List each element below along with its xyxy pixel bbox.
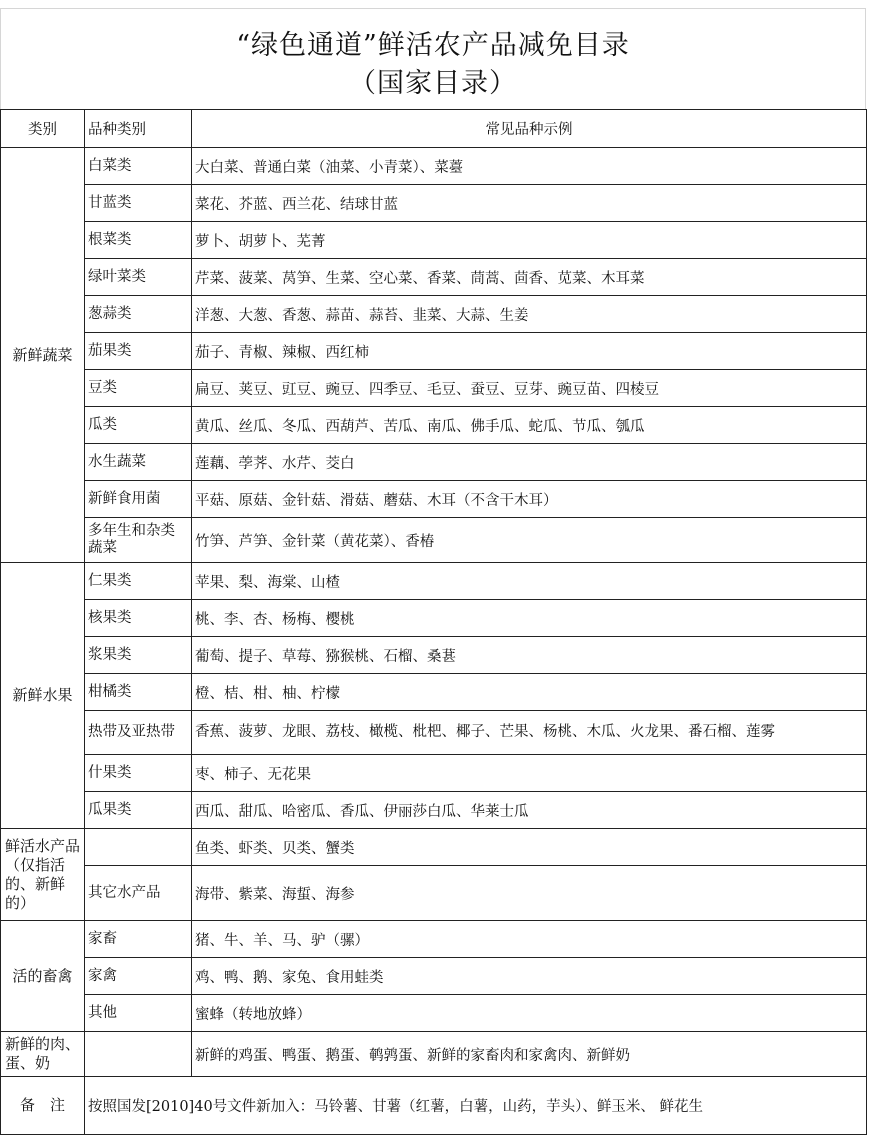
table-header-row — [1, 110, 867, 148]
variety-type-cell: 其他 — [85, 995, 192, 1032]
variety-type-cell: 绿叶菜类 — [85, 259, 192, 296]
examples-cell: 菜花、芥蓝、西兰花、结球甘蓝 — [192, 185, 867, 222]
page-title: “绿色通道”鲜活农产品减免目录 — [236, 30, 630, 61]
table-row — [1, 518, 867, 563]
variety-type-cell — [85, 1032, 192, 1077]
table-row — [1, 866, 867, 921]
header-category: 类别 — [1, 110, 85, 148]
header-variety-type: 品种类别 — [85, 110, 192, 148]
table-row — [1, 481, 867, 518]
examples-cell: 扁豆、荚豆、豇豆、豌豆、四季豆、毛豆、蚕豆、豆芽、豌豆苗、四棱豆 — [192, 370, 867, 407]
table-row — [1, 296, 867, 333]
category-cell-vegetables: 新鲜蔬菜 — [1, 148, 85, 563]
variety-type-cell: 茄果类 — [85, 333, 192, 370]
table-row — [1, 370, 867, 407]
table-row — [1, 444, 867, 481]
examples-cell: 竹笋、芦笋、金针菜（黄花菜）、香椿 — [192, 518, 867, 563]
table-row — [1, 829, 867, 866]
variety-type-cell: 葱蒜类 — [85, 296, 192, 333]
examples-cell: 黄瓜、丝瓜、冬瓜、西葫芦、苦瓜、南瓜、佛手瓜、蛇瓜、节瓜、瓠瓜 — [192, 407, 867, 444]
table-row — [1, 600, 867, 637]
header-examples: 常见品种示例 — [192, 110, 867, 148]
examples-cell: 橙、桔、柑、柚、柠檬 — [192, 674, 867, 711]
variety-type-cell: 其它水产品 — [85, 866, 192, 921]
variety-type-cell: 家禽 — [85, 958, 192, 995]
variety-type-cell: 白菜类 — [85, 148, 192, 185]
table-row — [1, 259, 867, 296]
table-row — [1, 222, 867, 259]
table-row — [1, 563, 867, 600]
examples-cell: 萝卜、胡萝卜、芜菁 — [192, 222, 867, 259]
table-row — [1, 148, 867, 185]
table-row — [1, 995, 867, 1032]
examples-cell: 蜜蜂（转地放蜂） — [192, 995, 867, 1032]
variety-type-cell: 瓜类 — [85, 407, 192, 444]
note-row — [1, 1077, 867, 1135]
table-row — [1, 755, 867, 792]
variety-type-cell: 什果类 — [85, 755, 192, 792]
examples-cell: 海带、紫菜、海蜇、海参 — [192, 866, 867, 921]
variety-type-cell: 核果类 — [85, 600, 192, 637]
table-row — [1, 637, 867, 674]
examples-cell: 猪、牛、羊、马、驴（骡） — [192, 921, 867, 958]
examples-cell: 鱼类、虾类、贝类、蟹类 — [192, 829, 867, 866]
note-label: 备 注 — [1, 1077, 85, 1135]
variety-type-cell: 水生蔬菜 — [85, 444, 192, 481]
table-row — [1, 674, 867, 711]
examples-cell: 洋葱、大葱、香葱、蒜苗、蒜苔、韭菜、大蒜、生姜 — [192, 296, 867, 333]
examples-cell: 葡萄、提子、草莓、猕猴桃、石榴、桑葚 — [192, 637, 867, 674]
examples-cell: 新鲜的鸡蛋、鸭蛋、鹅蛋、鹌鹑蛋、新鲜的家畜肉和家禽肉、新鲜奶 — [192, 1032, 867, 1077]
examples-cell: 西瓜、甜瓜、哈密瓜、香瓜、伊丽莎白瓜、华莱士瓜 — [192, 792, 867, 829]
table-row — [1, 185, 867, 222]
table-row — [1, 711, 867, 755]
title-block — [0, 8, 866, 109]
category-cell-meat-egg-milk: 新鲜的肉、蛋、奶 — [1, 1032, 85, 1077]
category-cell-fruits: 新鲜水果 — [1, 563, 85, 829]
category-cell-aquatic: 鲜活水产品（仅指活的、新鲜的） — [1, 829, 85, 921]
variety-type-cell: 甘蓝类 — [85, 185, 192, 222]
examples-cell: 香蕉、菠萝、龙眼、荔枝、橄榄、枇杷、椰子、芒果、杨桃、木瓜、火龙果、番石榴、莲雾 — [192, 711, 867, 755]
note-text: 按照国发[2010]40号文件新加入：马铃薯、甘薯（红薯，白薯，山药，芋头）、鲜玉米、 鲜花生 — [85, 1077, 867, 1135]
category-cell-livestock: 活的畜禽 — [1, 921, 85, 1032]
variety-type-cell: 仁果类 — [85, 563, 192, 600]
table-row — [1, 958, 867, 995]
catalog-table — [0, 109, 867, 1135]
table-row — [1, 1032, 867, 1077]
variety-type-cell: 豆类 — [85, 370, 192, 407]
variety-type-cell: 家畜 — [85, 921, 192, 958]
variety-type-cell: 瓜果类 — [85, 792, 192, 829]
page-subtitle: （国家目录） — [349, 68, 517, 99]
examples-cell: 鸡、鸭、鹅、家兔、食用蛙类 — [192, 958, 867, 995]
examples-cell: 莲藕、荸荠、水芹、茭白 — [192, 444, 867, 481]
variety-type-cell: 热带及亚热带 — [85, 711, 192, 755]
variety-type-cell: 柑橘类 — [85, 674, 192, 711]
examples-cell: 茄子、青椒、辣椒、西红柿 — [192, 333, 867, 370]
table-row — [1, 921, 867, 958]
examples-cell: 苹果、梨、海棠、山楂 — [192, 563, 867, 600]
table-row — [1, 792, 867, 829]
table-row — [1, 407, 867, 444]
examples-cell: 桃、李、杏、杨梅、樱桃 — [192, 600, 867, 637]
variety-type-cell — [85, 829, 192, 866]
examples-cell: 平菇、原菇、金针菇、滑菇、蘑菇、木耳（不含干木耳） — [192, 481, 867, 518]
variety-type-cell: 多年生和杂类蔬菜 — [85, 518, 192, 563]
table-row — [1, 333, 867, 370]
examples-cell: 大白菜、普通白菜（油菜、小青菜）、菜薹 — [192, 148, 867, 185]
variety-type-cell: 新鲜食用菌 — [85, 481, 192, 518]
variety-type-cell: 浆果类 — [85, 637, 192, 674]
examples-cell: 芹菜、菠菜、莴笋、生菜、空心菜、香菜、茼蒿、茴香、苋菜、木耳菜 — [192, 259, 867, 296]
examples-cell: 枣、柿子、无花果 — [192, 755, 867, 792]
variety-type-cell: 根菜类 — [85, 222, 192, 259]
